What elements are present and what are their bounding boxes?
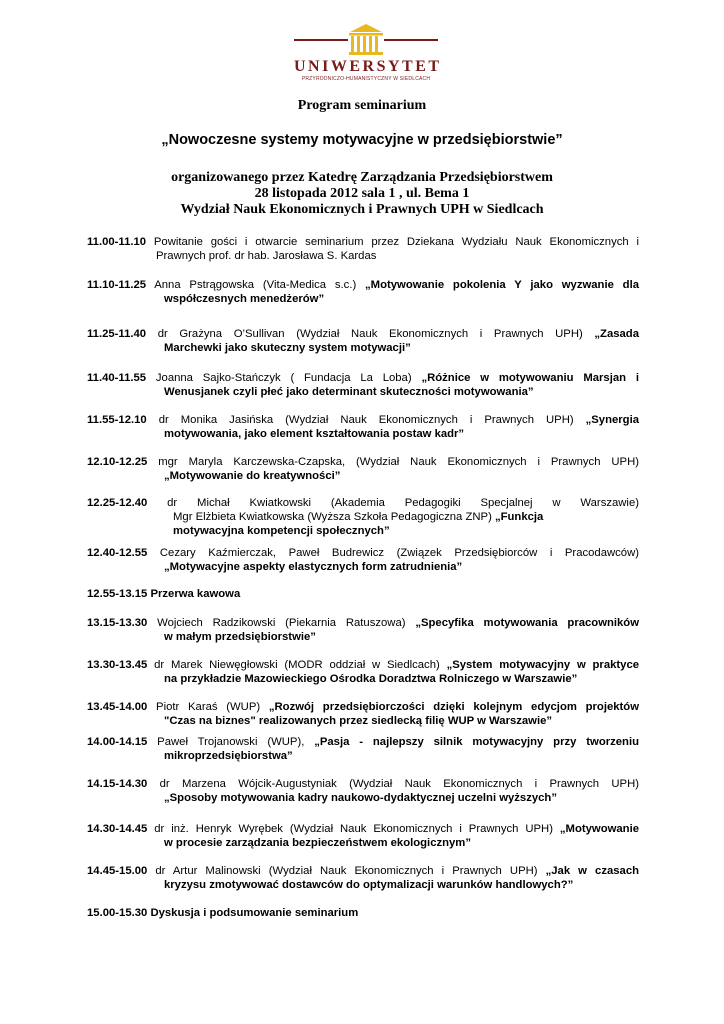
agenda-topic-cont: mikroprzedsiębiorstwa” bbox=[164, 750, 293, 762]
agenda-time: 11.25-11.40 bbox=[87, 328, 147, 340]
agenda-time: 13.15-13.30 bbox=[87, 617, 148, 629]
logo-subtitle: PRZYRODNICZO-HUMANISTYCZNY W SIEDLCACH bbox=[301, 76, 431, 82]
agenda-time: 11.40-11.55 bbox=[87, 372, 147, 384]
agenda-speaker: dr Michał Kwiatkowski (Akademia Pedagogiki Specjalnej w Warszawie) bbox=[147, 497, 639, 509]
agenda-topic-cont: kryzysu zmotywować dostawców do optymalizacji warunków handlowych?” bbox=[164, 879, 574, 891]
agenda-text-cont: Prawnych prof. dr hab. Jarosława S. Kardas bbox=[156, 250, 377, 262]
agenda-item bbox=[87, 822, 639, 850]
agenda-time: 14.30-14.45 bbox=[87, 823, 148, 835]
date-location-line: 28 listopada 2012 sala 1 , ul. Bema 1 bbox=[254, 186, 470, 201]
agenda-item bbox=[87, 735, 639, 763]
agenda-speaker: Paweł Trojanowski (WUP), bbox=[147, 736, 315, 748]
agenda-speaker: dr Marzena Wójcik-Augustyniak (Wydział Nauk Ekonomicznych i Prawnych UPH) bbox=[147, 778, 639, 790]
agenda-topic: „Specyfika motywowania pracowników bbox=[415, 617, 639, 629]
agenda-topic: Przerwa kawowa bbox=[147, 588, 241, 600]
agenda-speaker: Joanna Sajko-Stańczyk ( Fundacja La Loba) bbox=[146, 372, 422, 384]
agenda-item bbox=[87, 616, 639, 644]
agenda-item bbox=[87, 546, 639, 574]
agenda-time: 12.40-12.55 bbox=[87, 547, 148, 559]
agenda-item bbox=[87, 777, 639, 805]
agenda-topic: „Motywacyjne aspekty elastycznych form zatrudnienia” bbox=[164, 561, 463, 573]
agenda-speaker: dr Grażyna O’Sullivan (Wydział Nauk Ekonomicznych i Prawnych UPH) bbox=[146, 328, 595, 340]
agenda-topic: „Motywowanie do kreatywności” bbox=[164, 470, 341, 482]
agenda-topic-cont: współczesnych menedżerów” bbox=[164, 293, 325, 305]
agenda-topic-cont: na przykładzie Mazowieckiego Ośrodka Doradztwa Rolniczego w Warszawie” bbox=[164, 673, 578, 685]
organizer-block bbox=[0, 170, 724, 218]
agenda-speaker: Piotr Karaś (WUP) bbox=[147, 701, 269, 713]
agenda-topic-cont: "Czas na biznes" realizowanych przez siedlecką filię WUP w Warszawie” bbox=[164, 715, 553, 727]
faculty-line: Wydział Nauk Ekonomicznych i Prawnych UPH w Siedlcach bbox=[180, 202, 544, 217]
agenda-topic-cont: Wenusjanek czyli płeć jako determinant skuteczności motywowania” bbox=[164, 386, 534, 398]
agenda-item bbox=[87, 587, 639, 601]
agenda-item bbox=[87, 413, 639, 441]
agenda-item bbox=[87, 906, 639, 920]
agenda-speaker: dr inż. Henryk Wyrębek (Wydział Nauk Ekonomicznych i Prawnych UPH) bbox=[147, 823, 560, 835]
agenda-speaker: dr Marek Niewęgłowski (MODR oddział w Siedlcach) bbox=[147, 659, 447, 671]
agenda-topic: „Motywowanie bbox=[559, 823, 639, 835]
agenda-time: 11.55-12.10 bbox=[87, 414, 147, 426]
agenda-time: 13.45-14.00 bbox=[87, 701, 148, 713]
agenda-item bbox=[87, 455, 639, 483]
agenda-topic: „Motywowanie pokolenia Y jako wyzwanie dla bbox=[365, 279, 639, 291]
agenda-topic: „System motywacyjny w praktyce bbox=[446, 659, 640, 671]
agenda-item bbox=[87, 371, 639, 399]
agenda-time: 11.00-11.10 bbox=[87, 236, 147, 248]
agenda-topic-cont: motywowania, jako element kształtowania postaw kadr” bbox=[164, 428, 465, 440]
agenda-text: Powitanie gości i otwarcie seminarium przez Dziekana Wydziału Nauk Ekonomicznych i bbox=[146, 236, 639, 248]
university-logo bbox=[294, 24, 442, 82]
building-icon bbox=[294, 24, 438, 60]
agenda-speaker: Anna Pstrągowska (Vita-Medica s.c.) bbox=[146, 279, 366, 291]
agenda-item bbox=[87, 278, 639, 306]
agenda-time: 11.10-11.25 bbox=[87, 279, 147, 291]
agenda-time: 12.55-13.15 bbox=[87, 588, 148, 600]
agenda-time: 12.25-12.40 bbox=[87, 497, 148, 509]
agenda-speaker: mgr Maryla Karczewska-Czapska, (Wydział Nauk Ekonomicznych i Prawnych UPH) bbox=[147, 456, 639, 468]
agenda-time: 14.45-15.00 bbox=[87, 865, 148, 877]
agenda-speaker: Wojciech Radzikowski (Piekarnia Ratuszowa) bbox=[147, 617, 416, 629]
agenda-topic: „Pasja - najlepszy silnik motywacyjny przy tworzeniu bbox=[314, 736, 639, 748]
agenda-topic: „Rozwój przedsiębiorczości dzięki kolejnym edycjom projektów bbox=[268, 701, 639, 713]
agenda-topic: „Zasada bbox=[594, 328, 639, 340]
agenda-topic-cont: motywacyjna kompetencji społecznych” bbox=[173, 525, 390, 537]
agenda-time: 12.10-12.25 bbox=[87, 456, 148, 468]
agenda-speaker: Cezary Kaźmierczak, Paweł Budrewicz (Związek Przedsiębiorców i Pracodawców) bbox=[147, 547, 639, 559]
agenda-time: 14.00-14.15 bbox=[87, 736, 148, 748]
agenda-speaker-cont: Mgr Elżbieta Kwiatkowska (Wyższa Szkoła Pedagogiczna ZNP) bbox=[173, 511, 495, 523]
organizer-line: organizowanego przez Katedrę Zarządzania Przedsiębiorstwem bbox=[171, 170, 553, 185]
agenda-topic-cont: Marchewki jako skuteczny system motywacji” bbox=[164, 342, 411, 354]
agenda-topic: „Funkcja bbox=[494, 511, 544, 523]
agenda-topic: „Sposoby motywowania kadry naukowo-dydaktycznej uczelni wyższych” bbox=[164, 792, 557, 804]
seminar-title: „Nowoczesne systemy motywacyjne w przedsiębiorstwie” bbox=[161, 132, 563, 148]
agenda-item bbox=[87, 700, 639, 728]
agenda-topic-cont: w procesie zarządzania bezpieczeństwem ekologicznym” bbox=[164, 837, 472, 849]
agenda-topic: „Jak w czasach bbox=[545, 865, 640, 877]
program-heading: Program seminarium bbox=[297, 98, 427, 113]
agenda-time: 15.00-15.30 bbox=[87, 907, 148, 919]
logo-name: UNIWERSYTET bbox=[294, 58, 442, 75]
agenda-item bbox=[87, 496, 639, 538]
agenda-item bbox=[87, 658, 639, 686]
agenda-time: 14.15-14.30 bbox=[87, 778, 148, 790]
agenda-topic-cont: w małym przedsiębiorstwie” bbox=[164, 631, 316, 643]
agenda-topic: „Synergia bbox=[585, 414, 639, 426]
agenda-time: 13.30-13.45 bbox=[87, 659, 148, 671]
agenda-item bbox=[87, 235, 639, 263]
agenda-topic: „Różnice w motywowaniu Marsjan i bbox=[421, 372, 639, 384]
agenda-item bbox=[87, 327, 639, 355]
agenda-item bbox=[87, 864, 639, 892]
agenda-topic: Dyskusja i podsumowanie seminarium bbox=[147, 907, 359, 919]
agenda-speaker: dr Monika Jasińska (Wydział Nauk Ekonomicznych i Prawnych UPH) bbox=[146, 414, 586, 426]
agenda-speaker: dr Artur Malinowski (Wydział Nauk Ekonomicznych i Prawnych UPH) bbox=[147, 865, 546, 877]
